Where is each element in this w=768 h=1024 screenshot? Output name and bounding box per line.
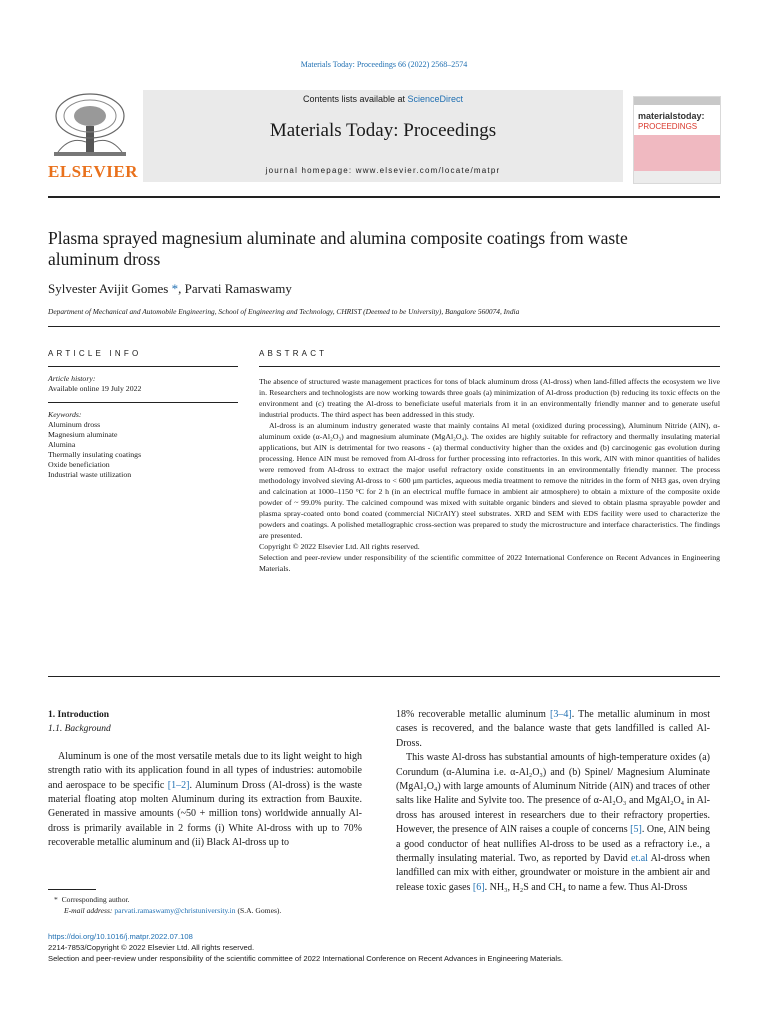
keywords-label: Keywords: bbox=[48, 410, 82, 419]
keyword: Oxide beneficiation bbox=[48, 460, 110, 469]
divider bbox=[259, 366, 720, 367]
article-info-heading: ARTICLE INFO bbox=[48, 349, 142, 358]
body-paragraph bbox=[396, 708, 710, 751]
body-paragraph bbox=[396, 751, 710, 895]
issn-copyright: 2214-7853/Copyright © 2022 Elsevier Ltd. All rights reserved. bbox=[48, 943, 255, 952]
text-run: . The metallic aluminum in most cases is recovered, and the balance waste that gets landfilled is called Al-Dross. bbox=[396, 709, 710, 749]
history-value: Available online 19 July 2022 bbox=[48, 384, 142, 393]
cover-image-band bbox=[634, 135, 720, 171]
cover-band bbox=[634, 97, 720, 105]
keywords-block bbox=[48, 410, 238, 480]
abstract-body bbox=[259, 376, 720, 574]
reference-link[interactable]: [5] bbox=[630, 824, 642, 836]
subsection-heading: 1.1. Background bbox=[48, 724, 111, 735]
text-run: Al-dross when landfilled can mix with either, groundwater or moisture in the ambient air and release toxic gases bbox=[396, 853, 710, 893]
section-heading: 1. Introduction bbox=[48, 710, 110, 720]
keyword: Aluminum dross bbox=[48, 420, 101, 429]
journal-header bbox=[48, 88, 720, 184]
header-divider bbox=[48, 196, 720, 198]
email-suffix: (S.A. Gomes). bbox=[235, 906, 282, 915]
footnote bbox=[48, 894, 378, 916]
body-right-column bbox=[396, 708, 710, 895]
abstract-paragraph: The absence of structured waste management practices for tons of black aluminum dross (Al-dross) when land-filled affects the ecosystem we live in. Researchers and technologists are now working towards three goals (a) minimization of Al-dross production (b) reducing its toxic effects on the environment and (c) treating the Al-dross to beneficiate useful materials from it in an environmentally friendly manner and to generate useful industrial products. The third aspect has been addressed in this study. bbox=[259, 377, 720, 419]
journal-homepage[interactable]: journal homepage: www.elsevier.com/locate/matpr bbox=[265, 166, 501, 175]
text-run: This waste Al-dross has substantial amounts of high-temperature oxides (a) Corundum (α-Alumina i.e. α-Al₂O₃) and (b) Spinel/ Magnesium Aluminate (MgAl₂O₄) with large amounts of Aluminum Nitride (AlN) and traces of other salts like Halite and Sylvite too. The presence of α-Al₂O₃ and MgAl₂O₄ in Al-dross has aroused interest in researchers due to their refractory properties. However, the presence of AlN raises a couple of concerns bbox=[396, 752, 710, 836]
article-history bbox=[48, 374, 238, 394]
footer-review-note: Selection and peer-review under responsibility of the scientific committee of 2022 International Conference on Recent Advances in Engineering Materials. bbox=[48, 954, 563, 963]
author-name: Parvati Ramaswamy bbox=[184, 281, 292, 296]
reference-link[interactable]: [1–2] bbox=[167, 779, 190, 791]
keyword: Alumina bbox=[48, 440, 76, 449]
email-link[interactable]: parvati.ramaswamy@christuniversity.in bbox=[114, 906, 236, 915]
abstract-divider bbox=[48, 676, 720, 677]
footnote-mark: * bbox=[54, 895, 58, 904]
journal-title: Materials Today: Proceedings bbox=[269, 120, 497, 141]
corresponding-label: Corresponding author. bbox=[61, 895, 130, 904]
journal-banner bbox=[143, 90, 623, 182]
elsevier-logo bbox=[48, 88, 138, 182]
abstract-review-note: Selection and peer-review under responsibility of the scientific committee of 2022 International Conference on Recent Advances in Engineering Materials. bbox=[259, 553, 720, 573]
text-run: Aluminum is one of the most versatile metals due to its light weight to high strength ratio with its application found in all types of industries: automobile and aerospace to be specific bbox=[48, 750, 362, 791]
keyword: Thermally insulating coatings bbox=[48, 450, 142, 459]
corresponding-author-mark[interactable]: * bbox=[171, 281, 179, 296]
text-run: . Aluminum Dross (Al-dross) is the waste material floating atop molten Aluminum during its extraction from Bauxite. Generated in massive amounts (~50 + million tons) worldwide annually Al-dross is primarily available in 2 forms (i) White Al-dross with up to 70% recoverable metallic aluminum and (ii) Black Al-dross up to bbox=[48, 779, 362, 849]
journal-cover-thumbnail bbox=[633, 96, 721, 184]
cover-subtitle: PROCEEDINGS bbox=[638, 122, 698, 131]
affiliation: Department of Mechanical and Automobile Engineering, School of Engineering and Technology, CHRIST (Deemed to be University), Bangalore 560074, India bbox=[48, 307, 520, 316]
text-run: . NH₃, H₂S and CH₄ to name a few. Thus Al-Dross bbox=[484, 881, 688, 893]
footnote-divider bbox=[48, 889, 96, 890]
email-label: E-mail address: bbox=[64, 906, 115, 915]
doi-link[interactable]: https://doi.org/10.1016/j.matpr.2022.07.108 bbox=[48, 932, 193, 941]
text-run: . One, AlN being a good conductor of heat nullifies Al-dross to be used as a refractory i.e., a thermally insulating material. Two, as reported by David bbox=[396, 824, 710, 865]
reference-link[interactable]: [3–4] bbox=[550, 709, 572, 720]
abstract-copyright: Copyright © 2022 Elsevier Ltd. All rights reserved. bbox=[259, 542, 420, 551]
journal-citation[interactable]: Materials Today: Proceedings 66 (2022) 2568–2574 bbox=[300, 60, 468, 69]
divider bbox=[48, 326, 720, 327]
body-left-column bbox=[48, 708, 362, 851]
contents-prefix: Contents lists available at bbox=[302, 94, 408, 104]
divider bbox=[48, 402, 238, 403]
elsevier-tree-icon bbox=[50, 92, 130, 158]
author-line bbox=[48, 281, 292, 297]
text-run: 18% recoverable metallic aluminum bbox=[396, 709, 551, 720]
cover-title: materialstoday: bbox=[638, 111, 705, 121]
history-label: Article history: bbox=[48, 374, 96, 383]
abstract-paragraph: Al-dross is an aluminum industry generated waste that mainly contains Al metal (oxidized during processing), Aluminum Nitride (AlN), α-aluminum oxide (α-Al₂O₃) and magnesium aluminate (MgAl₂O₄). The oxides are highly suitable for refractory and thermally insulating material applications, but AlN is detrimental for two reasons - (a) thermal conductivity higher than the oxides and (b) carcinogenic gas evolution during processing. Hence AlN must be removed from Al-dross for further processing into refractories. In this work, AlN with minor quantities of halides were removed from Al-dross to extract the major useful refractory oxide constituents in an environmentally friendly manner. The process methodology involved sieving Al-dross to < 600 µm particles, aqueous media treatment to remove the nitrides in the form of NH3 gas, oven drying and calcination at 1000–1150 °C for 2 h (in an electrical muffle furnace in ambient air atmosphere) to obtain a mixture of the composite oxide powder of ~ 99.0% purity. The calcined compound was mixed with suitable organic binders and sieved to obtain plasma sprayable powder and plasma spray-coated onto bond coated (commercial NiCrAlY) steel substrates. XRD and SEM with EDS facility were used to characterize the powders and coatings. A polished metallographic cross-section was prepared to study the microstructure and interface characteristics. The findings are presented. bbox=[259, 421, 720, 540]
corresponding-note bbox=[48, 894, 378, 905]
reference-link[interactable]: [6] bbox=[472, 881, 485, 893]
article-title: Plasma sprayed magnesium aluminate and alumina composite coatings from waste aluminum dross bbox=[48, 228, 628, 269]
divider bbox=[48, 366, 238, 367]
elsevier-wordmark: ELSEVIER bbox=[48, 162, 138, 181]
contents-line bbox=[143, 94, 623, 104]
page-footer bbox=[48, 931, 728, 964]
reference-link[interactable]: et.al bbox=[631, 853, 648, 865]
email-line bbox=[48, 905, 378, 916]
abstract-heading: ABSTRACT bbox=[259, 349, 328, 358]
author-separator: , bbox=[178, 281, 185, 296]
cover-footer-band bbox=[634, 171, 720, 183]
body-paragraph bbox=[48, 750, 362, 851]
sciencedirect-link[interactable]: ScienceDirect bbox=[407, 94, 464, 104]
author-name: Sylvester Avijit Gomes bbox=[48, 281, 169, 296]
keyword: Industrial waste utilization bbox=[48, 470, 132, 479]
keyword: Magnesium aluminate bbox=[48, 430, 118, 439]
